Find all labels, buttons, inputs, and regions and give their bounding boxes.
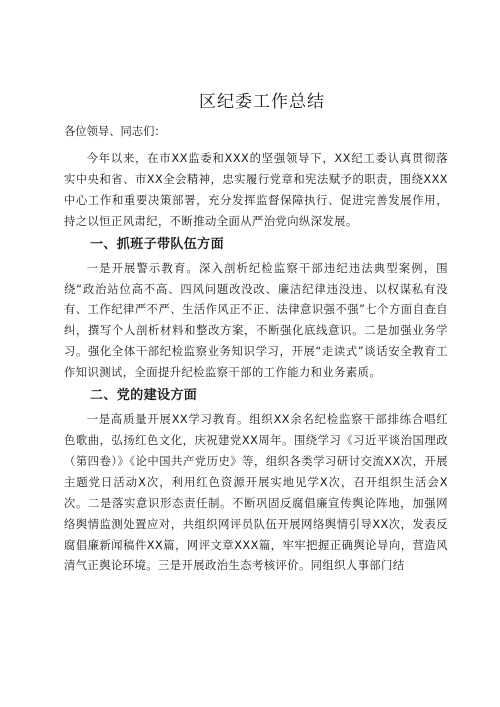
salutation: 各位领导、同志们： [64,125,166,138]
section-body-2: 一是高质量开展XX学习教育。组织XX余名纪检监察干部排练合唱红色歌曲，弘扬红色文化，庆祝建党XX周年。围绕学习《习近平谈治国理政（第四卷）》《论中国共产党历史》等，组织各类学习研讨交流XX次，开展主题党日活动X次，利用红色资源开展实地见学X次，召开组织生活会X次。二是落实意识形态责任制。不断巩固反腐倡廉宣传舆论阵地，加强网络舆情监测处置应对，共组织网评员队伍开展网络舆情引导XX次，发表反腐倡廉新闻稿件XX篇，网评文章XXX篇，牢牢把握正确舆论导向，营造风清气正舆论环境。三是开展政治生态考核评价。同组织人事部门结 [64,413,448,573]
intro-paragraph: 今年以来，在市XX监委和XXX的坚强领导下，XX纪工委认真贯彻落实中央和省、市XX全会精神，忠实履行党章和宪法赋予的职责，围绕XXX中心工作和重要决策部署，充分发挥监督保障执行、促进完善发展作用，持之以恒正风肃纪，不断推动全面从严治党向纵深发展。 [64,152,448,228]
document-title: 区纪委工作总结 [199,92,325,112]
section-body-1: 一是开展警示教育。深入剖析纪检监察干部违纪违法典型案例，围绕“政治站位高不高、四风问题改没改、廉洁纪律违没违、以权谋私有没有、工作纪律严不严、生活作风正不正、法律意识强不强”七个方面自查自纠，撰写个人剖析材料和整改方案，不断强化底线意识。二是加强业务学习。强化全体干部纪检监察业务知识学习，开展“走读式”谈话安全教育工作知识测试，全面提升纪检监察干部的工作能力和业务素质。 [64,261,448,380]
section-heading-2: 二、党的建设方面 [90,388,198,404]
section-heading-1: 一、抓班子带队伍方面 [90,236,225,252]
